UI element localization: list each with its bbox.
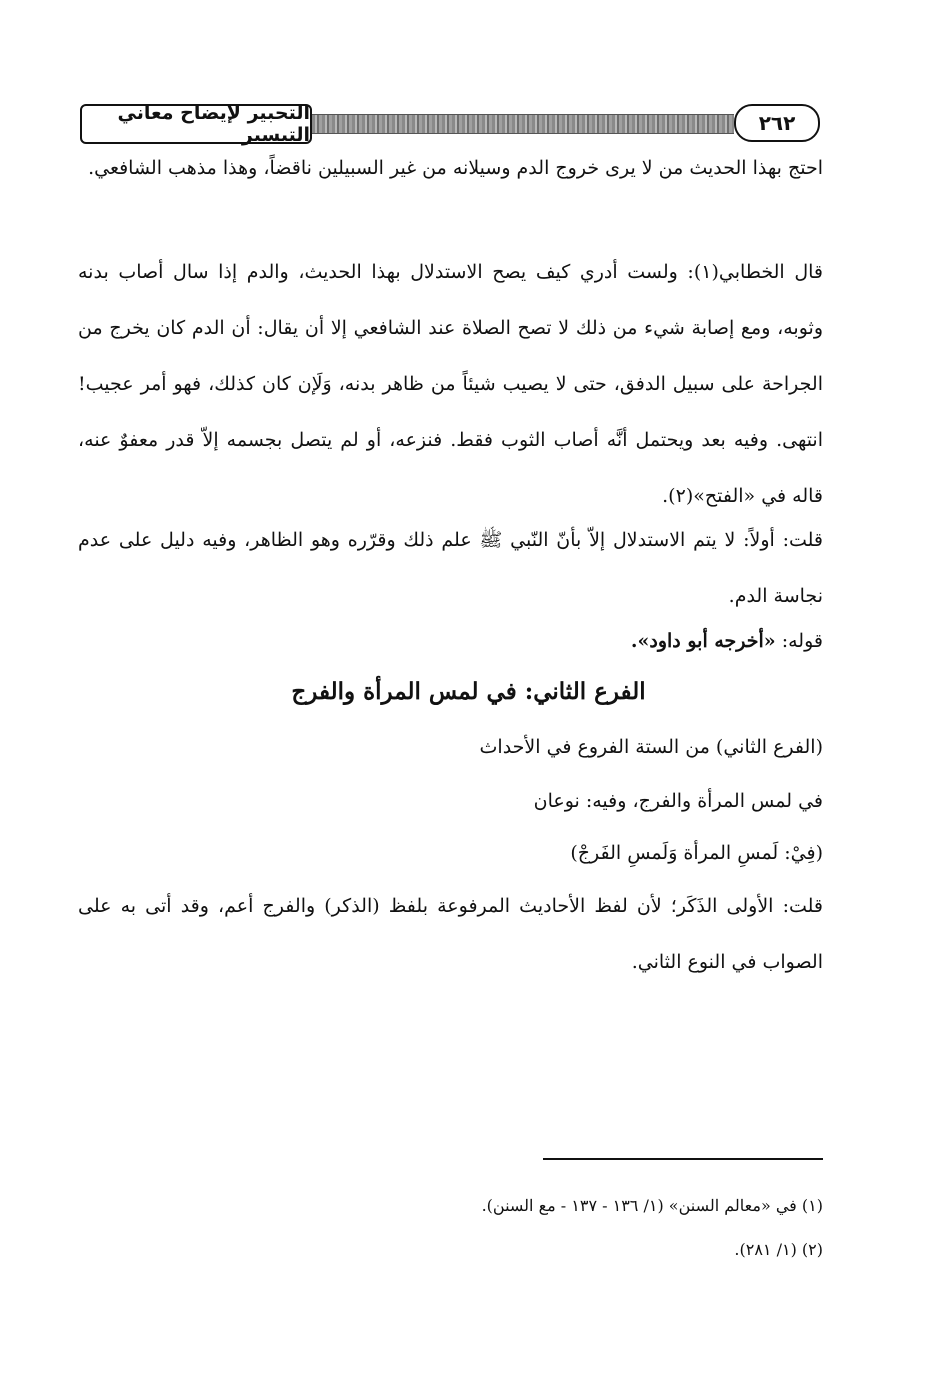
text-line-1: (الفرع الثاني) من الستة الفروع في الأحداث: [479, 736, 823, 758]
footnote-2: (٢) (١/ ٢٨١).: [734, 1240, 823, 1259]
header-decorative-band: [302, 114, 734, 134]
text-line-3: (فِيْ: لَمسِ المرأة وَلَمسِ الفَرجْ): [570, 842, 823, 864]
paragraph-1: احتج بهذا الحديث من لا يرى خروج الدم وسيلانه من غير السبيلين ناقضاً، وهذا مذهب الشافعي.: [88, 157, 823, 179]
book-title: التحبير لإيضاح معاني التيسير: [80, 104, 312, 144]
section-heading: الفرع الثاني: في لمس المرأة والفرج: [291, 678, 646, 705]
page-number: ٢٦٢: [734, 104, 820, 142]
paragraph-2: قال الخطابي(١): ولست أدري كيف يصح الاستدلال بهذا الحديث، والدم إذا سال أصاب بدنه وثوبه، ومع إصابة شيء من ذلك لا تصح الصلاة عند الشافعي إلا أن يقال: أن الدم كان يخرج من الجراحة على سبيل الدفق، حتى لا يصيب شيئاً من ظاهر بدنه، وَلَإن كان كذلك، فهو أمر عجيب! انتهى. وفيه بعد ويحتمل أنَّه أصاب الثوب فقط. فنزعه، أو لم يتصل بجسمه إلاّ قدر معفوٌ عنه، قاله في «الفتح»(٢).: [78, 261, 823, 507]
quote-label: قوله:: [775, 630, 823, 652]
text-line-2: في لمس المرأة والفرج، وفيه: نوعان: [533, 790, 823, 812]
paragraph-3: قلت: أولاً: لا يتم الاستدلال إلاّ بأنّ النّبي ﷺ علم ذلك وقرّره وهو الظاهر، وفيه دليل على عدم نجاسة الدم.: [78, 529, 823, 607]
quote-text: «أخرجه أبو داود».: [630, 630, 776, 652]
footnote-separator: [543, 1158, 823, 1160]
footnote-1: (١) في «معالم السنن» (١/ ١٣٦ - ١٣٧ - مع السنن).: [481, 1196, 823, 1215]
paragraph-4: قلت: الأولى الذَكَر؛ لأن لفظ الأحاديث المرفوعة بلفظ (الذكر) والفرج أعم، وقد أتى به على الصواب في النوع الثاني.: [78, 895, 823, 973]
quote-line: [631, 630, 823, 652]
